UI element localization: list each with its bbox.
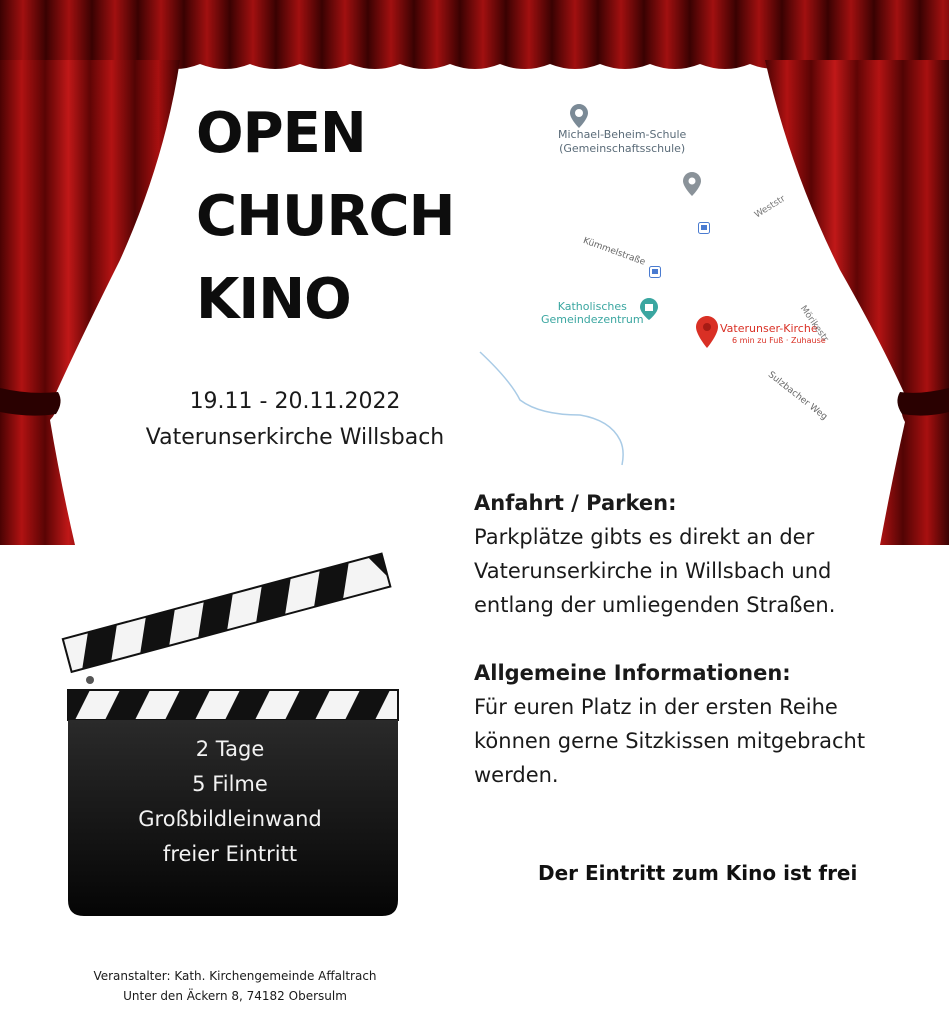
event-date-venue (100, 384, 490, 456)
street-label-kuemmel: Kümmelstraße (581, 236, 647, 268)
kath-label-line1: Katholisches (557, 300, 627, 313)
clapboard-line-screen: Großbildleinwand (138, 807, 322, 831)
school-label-line2: (Gemeinschaftsschule) (559, 142, 686, 155)
general-info-heading: Allgemeine Informationen: (474, 661, 791, 685)
school-pin-icon (570, 104, 588, 128)
event-dates: 19.11 - 20.11.2022 (189, 389, 401, 414)
general-info-line: werden. (474, 763, 559, 787)
street-label-sulzbacher: Sulzbacher Weg (765, 370, 829, 423)
general-info-line: Für euren Platz in der ersten Reihe (474, 695, 838, 719)
parking-heading: Anfahrt / Parken: (474, 491, 677, 515)
clapboard-line-days: 2 Tage (195, 737, 265, 761)
vaterunser-church-sublabel: 6 min zu Fuß · Zuhause (732, 336, 826, 345)
kath-center-label (541, 300, 644, 326)
parking-text-line: entlang der umliegenden Straßen. (474, 593, 836, 617)
info-section (474, 486, 934, 792)
red-map-pin-icon (696, 316, 718, 348)
organizer-footer (60, 966, 410, 1006)
title-line-kino: KINO (196, 267, 351, 332)
school-label-line1: Michael-Beheim-Schule (558, 128, 687, 141)
location-map (470, 70, 890, 470)
organizer-address: Unter den Äckern 8, 74182 Obersulm (123, 989, 347, 1003)
clapboard-line-films: 5 Filme (192, 772, 268, 796)
street-label-west: Weststr (753, 193, 788, 221)
parking-text-line: Vaterunserkirche in Willsbach und (474, 559, 832, 583)
spacer (474, 622, 934, 656)
poster-title (196, 92, 455, 341)
vaterunser-church-label: Vaterunser-Kirche (720, 322, 818, 335)
title-line-open: OPEN (196, 101, 366, 166)
location-pin-icon (683, 172, 701, 196)
general-info-line: können gerne Sitzkissen mitgebracht (474, 729, 866, 753)
bus-stop-icon (698, 222, 710, 234)
kath-label-line2: Gemeindezentrum (541, 313, 644, 326)
clapboard-text (70, 732, 390, 872)
school-label (558, 128, 686, 156)
organizer-name: Veranstalter: Kath. Kirchengemeinde Affaltrach (93, 969, 377, 983)
event-venue: Vaterunserkirche Willsbach (145, 425, 445, 450)
free-entry-notice: Der Eintritt zum Kino ist frei (538, 861, 858, 885)
title-line-church: CHURCH (196, 184, 455, 249)
bus-stop-icon (649, 266, 661, 278)
clapboard-line-free: freier Eintritt (162, 842, 298, 866)
parking-text-line: Parkplätze gibts es direkt an der (474, 525, 815, 549)
street-label-moerike: Mörikestr (797, 304, 830, 344)
